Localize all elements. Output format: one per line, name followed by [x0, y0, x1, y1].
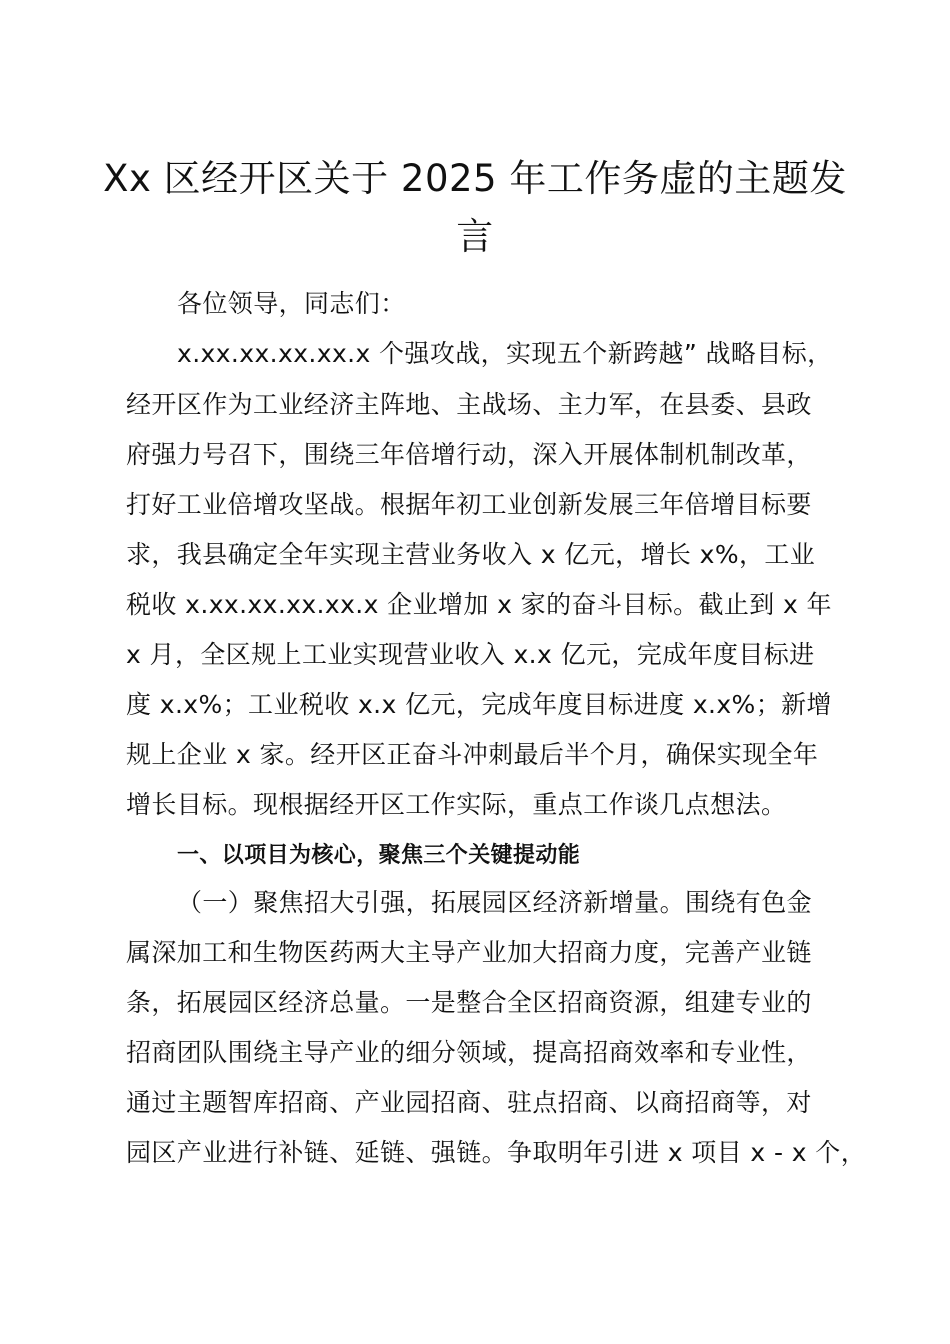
- paragraph-2-line: 属深加工和生物医药两大主导产业加大招商力度，完善产业链: [126, 938, 812, 967]
- document-title-line-2: 言: [456, 215, 494, 258]
- paragraph-1-line: 增长目标。现根据经开区工作实际，重点工作谈几点想法。: [126, 790, 787, 819]
- paragraph-2-line: （一）聚焦招大引强，拓展园区经济新增量。围绕有色金: [177, 888, 813, 917]
- paragraph-1-line: 度 x.x%；工业税收 x.x 亿元，完成年度目标进度 x.x%；新增: [126, 690, 832, 719]
- paragraph-1-line: 府强力号召下，围绕三年倍增行动，深入开展体制机制改革，: [126, 440, 812, 469]
- paragraph-1-line: x.xx.xx.xx.xx.x 个强攻战，实现五个新跨越” 战略目标，: [177, 339, 833, 368]
- paragraph-2-line: 园区产业进行补链、延链、强链。争取明年引进 x 项目 x - x 个，: [126, 1138, 867, 1167]
- section-1-heading: 一、以项目为核心，聚焦三个关键提动能: [177, 843, 581, 868]
- paragraph-1-line: 经开区作为工业经济主阵地、主战场、主力军，在县委、县政: [126, 390, 812, 419]
- paragraph-2-line: 招商团队围绕主导产业的细分领域，提高招商效率和专业性，: [126, 1038, 812, 1067]
- paragraph-1-line: 税收 x.xx.xx.xx.xx.x 企业增加 x 家的奋斗目标。截止到 x 年: [126, 590, 832, 619]
- paragraph-1-line: 求，我县确定全年实现主营业务收入 x 亿元，增长 x%，工业: [126, 540, 816, 569]
- paragraph-1-line: 规上企业 x 家。经开区正奋斗冲刺最后半个月，确保实现全年: [126, 740, 819, 769]
- document-title-line-1: Xx 区经开区关于 2025 年工作务虚的主题发: [103, 157, 847, 200]
- paragraph-1-line: x 月，全区规上工业实现营业收入 x.x 亿元，完成年度目标进: [126, 640, 815, 669]
- salutation: 各位领导，同志们：: [177, 289, 406, 318]
- paragraph-2-line: 条，拓展园区经济总量。一是整合全区招商资源，组建专业的: [126, 988, 812, 1017]
- document-title: [100, 150, 850, 266]
- paragraph-1-line: 打好工业倍增攻坚战。根据年初工业创新发展三年倍增目标要: [126, 490, 812, 519]
- paragraph-2-line: 通过主题智库招商、产业园招商、驻点招商、以商招商等，对: [126, 1088, 812, 1117]
